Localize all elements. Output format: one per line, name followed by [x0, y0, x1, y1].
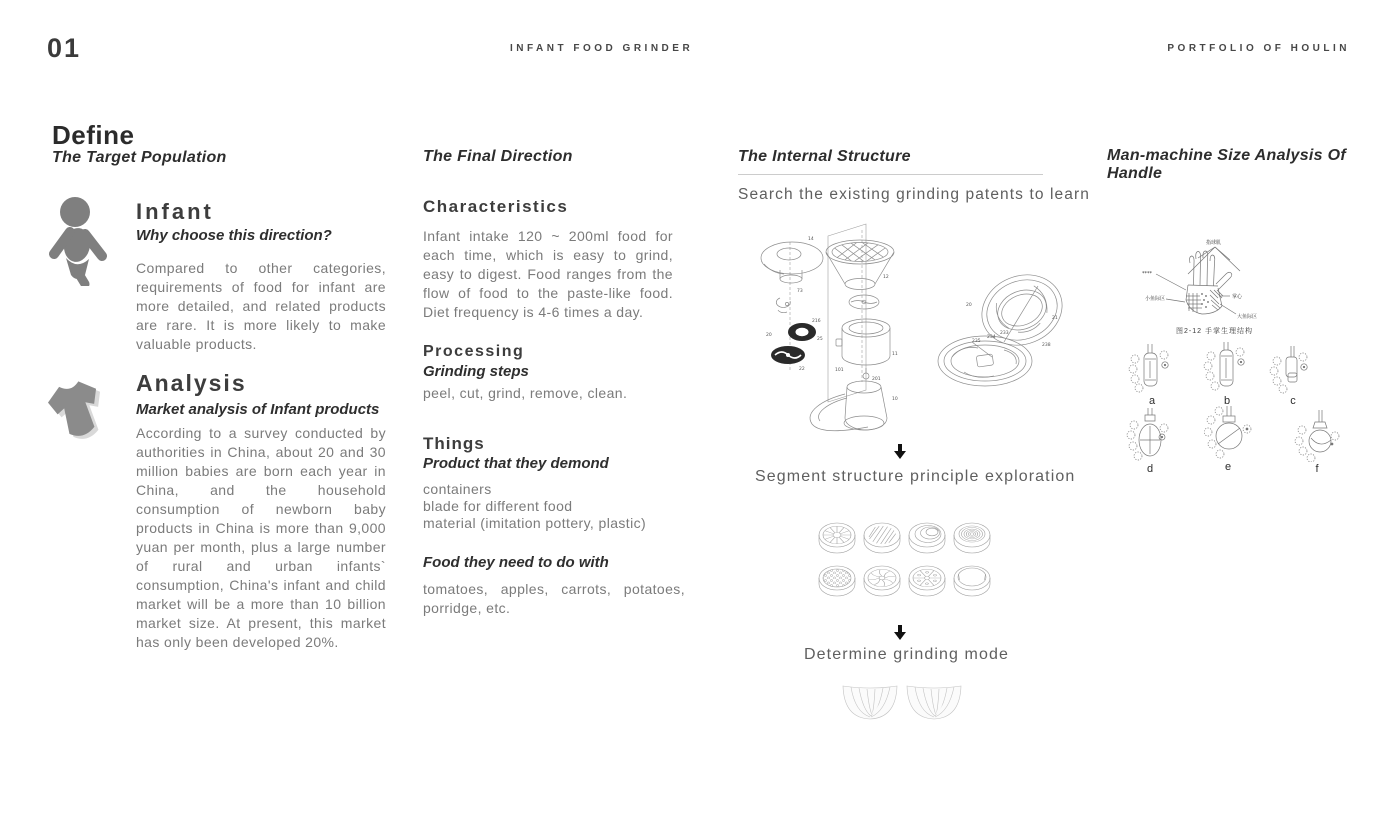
- grip-diagram-a: [1128, 344, 1176, 407]
- patent-ref-number: 20: [766, 333, 772, 338]
- grip-diagram-b: [1203, 342, 1251, 407]
- hand-label-right: 掌心: [1232, 294, 1243, 300]
- analysis-subheading: Market analysis of Infant products: [136, 401, 380, 418]
- grip-diagram-f: [1293, 410, 1341, 475]
- patent-ref-number: 22: [799, 367, 805, 372]
- grip-label: a: [1148, 395, 1156, 407]
- grip-diagram-e: [1204, 406, 1252, 473]
- portfolio-title: PORTFOLIO OF HOULIN: [1167, 43, 1350, 54]
- grip-diagram-d: [1126, 408, 1174, 475]
- patent-ref-number: 216: [812, 319, 821, 324]
- food-heading: Food they need to do with: [423, 554, 609, 571]
- patent-ref-number: 73: [797, 289, 803, 294]
- grip-label: d: [1146, 463, 1154, 475]
- patent-ref-number: 14: [808, 237, 814, 242]
- patent-ref-number: 238: [1042, 343, 1051, 348]
- internal-structure-step3: Determine grinding mode: [804, 646, 1009, 663]
- characteristics-paragraph: Infant intake 120 ~ 200ml food for each time, which is easy to grind, easy to digest. Food ranges from the flow of food to the paste-like food. Diet frequency is 4-6 times a day.: [423, 228, 673, 320]
- analysis-heading: Analysis: [136, 370, 247, 396]
- patent-ref-number: 25: [817, 337, 823, 342]
- internal-structure-title: The Internal Structure: [738, 148, 911, 165]
- baby-icon: [48, 196, 112, 286]
- down-arrow-icon: [894, 625, 906, 640]
- patent-ref-number: 11: [892, 352, 898, 357]
- patent-ref-number: 234: [987, 335, 996, 340]
- hand-label-left-small: ****: [1142, 271, 1152, 277]
- infant-heading: Infant: [136, 199, 214, 224]
- processing-subheading: Grinding steps: [423, 363, 529, 380]
- hand-anatomy-diagram: [1138, 238, 1266, 324]
- hand-label-top: 指球肌: [1206, 240, 1222, 246]
- patent-ref-number: 233: [1000, 331, 1009, 336]
- page-number: 01: [47, 33, 82, 63]
- divider-line: [738, 174, 1043, 175]
- things-subheading: Product that they demond: [423, 455, 609, 472]
- onesie-icon: [42, 366, 118, 452]
- grip-label: e: [1224, 461, 1232, 473]
- hand-label-bottom: 大鱼际区: [1237, 314, 1258, 320]
- patent-ref-number: 12: [883, 275, 889, 280]
- processing-heading: Processing: [423, 343, 525, 360]
- grip-label: c: [1290, 395, 1296, 407]
- internal-structure-step2: Segment structure principle exploration: [755, 468, 1076, 485]
- patent-ref-number: 10: [892, 397, 898, 402]
- infant-question: Why choose this direction?: [136, 227, 332, 244]
- patent-ref-number: 235: [972, 339, 981, 344]
- grinding-dome-sketches: [841, 684, 965, 724]
- grinding-disc-sketches: [812, 514, 1002, 610]
- patent-ref-number: 20: [966, 303, 972, 308]
- man-machine-title: Man-machine Size Analysis Of Handle: [1107, 147, 1346, 182]
- down-arrow-icon: [894, 444, 906, 459]
- infant-paragraph: Compared to other categories, requirements of food for infant are more detailed, and related products are rare. It is more likely to make valuable products.: [136, 260, 386, 352]
- analysis-paragraph: According to a survey conducted by authorities in China, about 20 and 30 million babies are born each year in China, and the household consumption of newborn baby products in China is more than 9,000 yuan per month, plus a large number of rural and urban infants` consumption, China's infant and child market will be a more than 10 billion market size. At present, this market has only been developed 20%.: [136, 425, 386, 650]
- patent-ref-number: 21: [1052, 316, 1058, 321]
- final-direction-title: The Final Direction: [423, 148, 573, 165]
- things-item: material (imitation pottery, plastic): [423, 515, 647, 531]
- define-subtitle: The Target Population: [52, 149, 227, 166]
- things-item: blade for different food: [423, 498, 573, 514]
- hand-figure-caption: 图2-12 手掌生理结构: [1176, 328, 1253, 335]
- internal-structure-step1: Search the existing grinding patents to learn: [738, 186, 1090, 203]
- grip-label: f: [1315, 463, 1319, 475]
- things-item: containers: [423, 481, 492, 497]
- patent-ref-number: 201: [872, 377, 881, 382]
- food-paragraph: tomatoes, apples, carrots, potatoes, porridge, etc.: [423, 581, 685, 616]
- patent-ref-number: 101: [835, 368, 844, 373]
- characteristics-heading: Characteristics: [423, 197, 569, 216]
- section-title-define: Define: [52, 120, 135, 150]
- grip-label: b: [1223, 395, 1231, 407]
- document-title: INFANT FOOD GRINDER: [510, 43, 694, 54]
- processing-steps: peel, cut, grind, remove, clean.: [423, 385, 628, 401]
- things-heading: Things: [423, 434, 485, 453]
- hand-label-left: 小鱼际区: [1145, 296, 1166, 302]
- patent-sketches: [742, 222, 1072, 438]
- grip-diagram-c: [1269, 346, 1317, 407]
